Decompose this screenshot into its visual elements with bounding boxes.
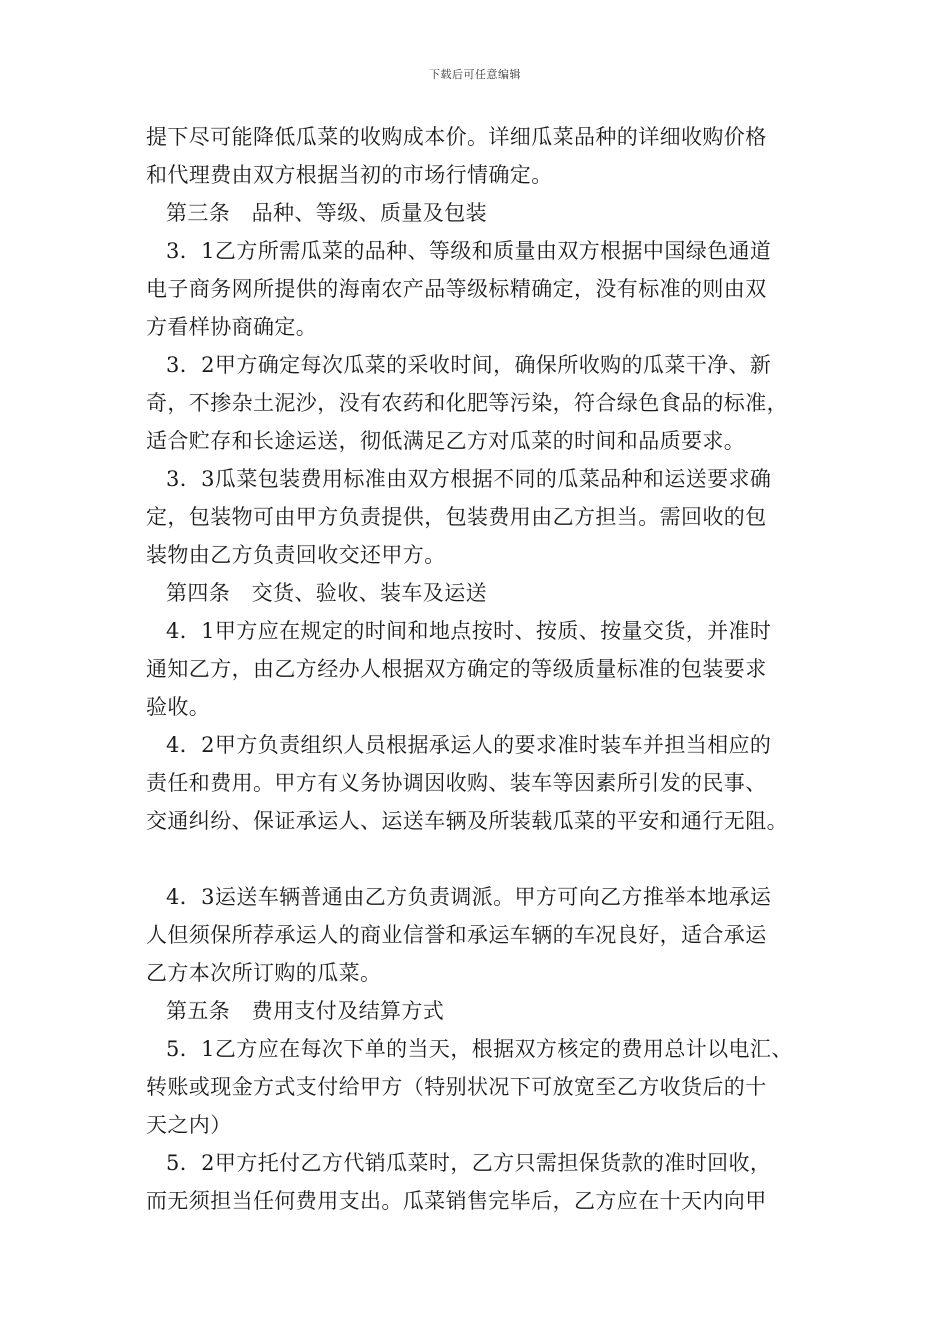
clause-line: 4．1甲方应在规定的时间和地点按时、按质、按量交货，并准时 [166,619,772,643]
clause-line: 5．2甲方托付乙方代销瓜菜时，乙方只需担保货款的准时回收， [166,1151,772,1175]
body-line: 乙方本次所订购的瓜菜。 [146,961,382,985]
document-body [146,118,816,1220]
clause-line: 3．3瓜菜包装费用标准由双方根据不同的瓜菜品种和运送要求确 [166,467,772,491]
body-line: 通知乙方，由乙方经办人根据双方确定的等级质量标准的包装要求 [146,657,767,681]
section-heading: 第五条 费用支付及结算方式 [166,999,445,1023]
section-heading: 第三条 品种、等级、质量及包装 [166,201,487,225]
body-line: 和代理费由双方根据当初的市场行情确定。 [146,163,553,187]
body-line: 装物由乙方负责回收交还甲方。 [146,543,446,567]
body-line: 验收。 [146,695,211,719]
clause-line: 3．2甲方确定每次瓜菜的采收时间，确保所收购的瓜菜干净、新 [166,353,772,377]
body-line: 交通纠纷、保证承运人、运送车辆及所装载瓜菜的平安和通行无阻。 [146,809,788,833]
body-line: 人但须保所荐承运人的商业信誉和承运车辆的车况良好，适合承运 [146,923,767,947]
clause-line: 3．1乙方所需瓜菜的品种、等级和质量由双方根据中国绿色通道 [166,239,772,263]
clause-line: 4．2甲方负责组织人员根据承运人的要求准时装车并担当相应的 [166,733,772,757]
body-line: 而无须担当任何费用支出。瓜菜销售完毕后，乙方应在十天内向甲 [146,1189,767,1213]
clause-line: 4．3运送车辆普通由乙方负责调派。甲方可向乙方推举本地承运 [166,885,772,909]
body-line: 天之内） [146,1113,232,1137]
clause-line: 5．1乙方应在每次下单的当天，根据双方核定的费用总计以电汇、 [166,1037,793,1061]
paragraph-gap [146,840,816,878]
body-line: 转账或现金方式支付给甲方（特别状况下可放宽至乙方收货后的十 [146,1075,767,1099]
body-line: 方看样协商确定。 [146,315,318,339]
body-line: 责任和费用。甲方有义务协调因收购、装车等因素所引发的民事、 [146,771,767,795]
body-line: 定，包装物可由甲方负责提供，包装费用由乙方担当。需回收的包 [146,505,767,529]
section-heading: 第四条 交货、验收、装车及运送 [166,581,487,605]
body-line: 提下尽可能降低瓜菜的收购成本价。详细瓜菜品种的详细收购价格 [146,125,767,149]
body-line: 奇，不掺杂土泥沙，没有农药和化肥等污染，符合绿色食品的标准， [146,391,788,415]
page-header: 下载后可任意编辑 [429,68,521,81]
body-line: 适合贮存和长途运送，彻低满足乙方对瓜菜的时间和品质要求。 [146,429,746,453]
body-line: 电子商务网所提供的海南农产品等级标精确定，没有标准的则由双 [146,277,767,301]
